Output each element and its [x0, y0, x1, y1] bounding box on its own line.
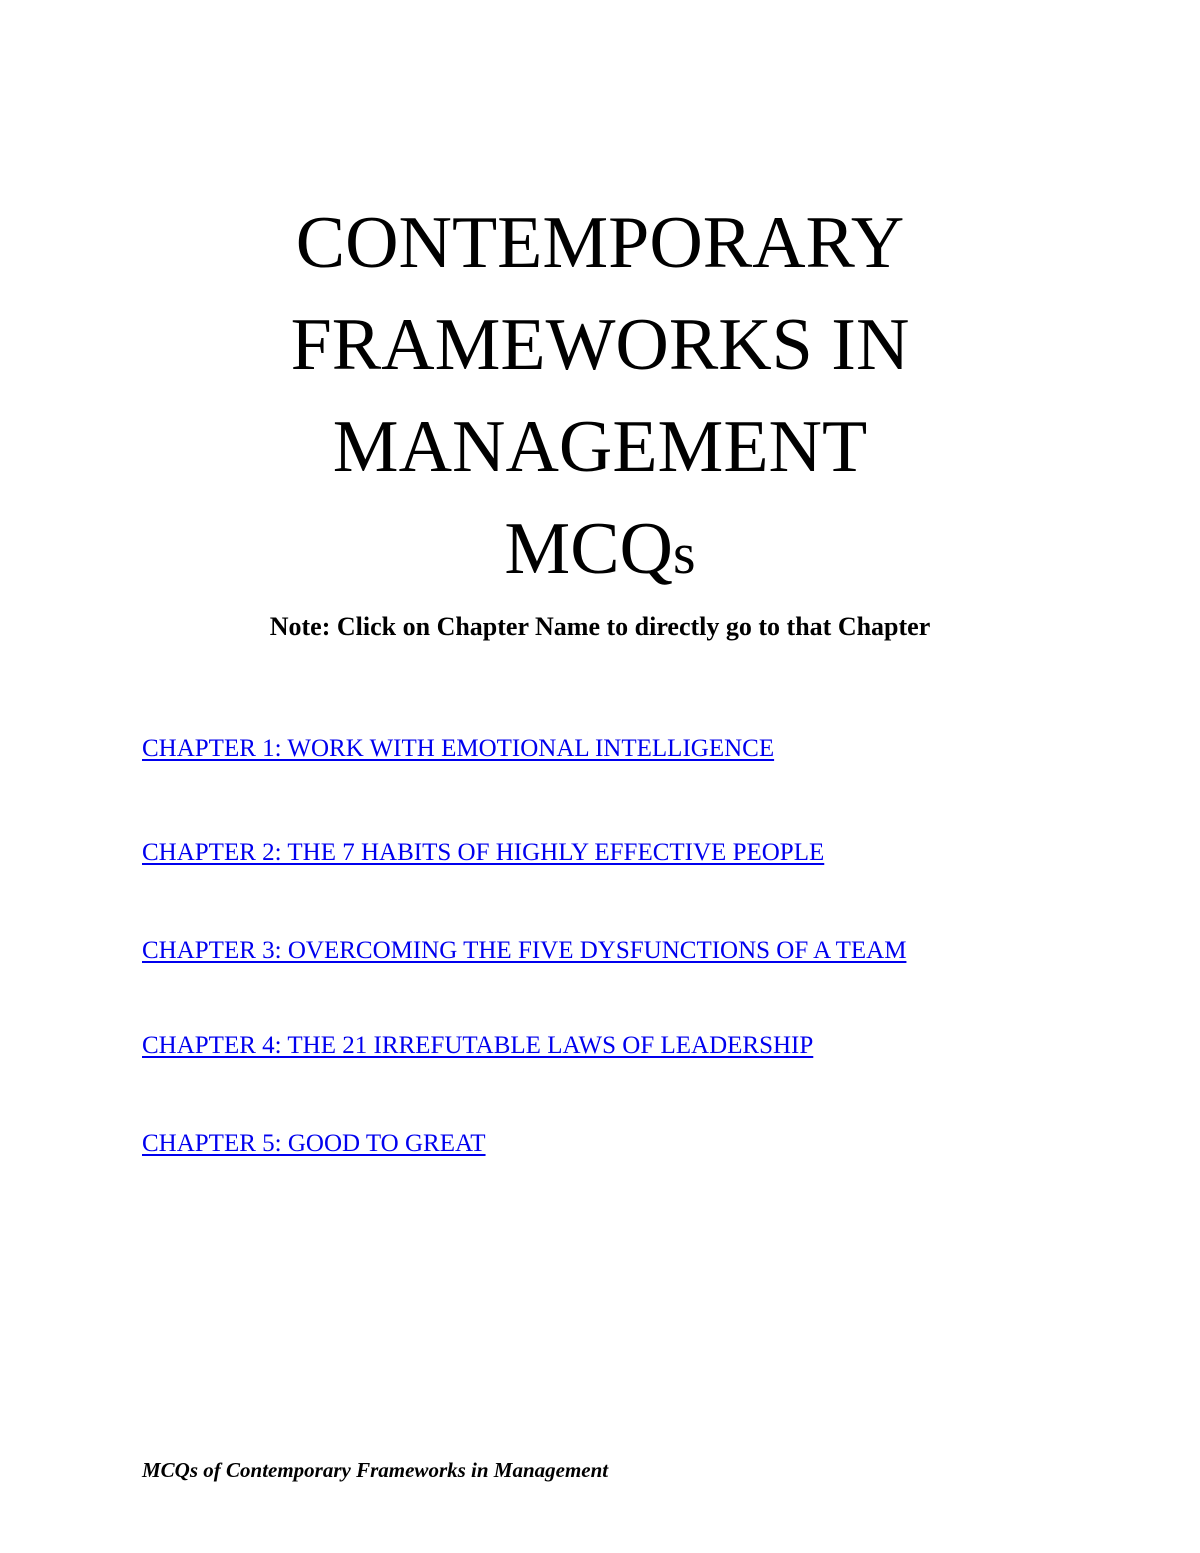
title-line-4	[0, 498, 1200, 600]
title-mcq-main: MCQ	[504, 508, 674, 590]
chapter-3-link[interactable]: CHAPTER 3: OVERCOMING THE FIVE DYSFUNCTIONS OF A TEAM	[142, 937, 907, 964]
title-line-1: CONTEMPORARY	[295, 202, 905, 284]
title-line-3: MANAGEMENT	[332, 406, 868, 488]
title-line-2: FRAMEWORKS IN	[290, 304, 910, 386]
chapter-2-link[interactable]: CHAPTER 2: THE 7 HABITS OF HIGHLY EFFECTIVE PEOPLE	[142, 839, 825, 866]
chapter-1-link[interactable]: CHAPTER 1: WORK WITH EMOTIONAL INTELLIGENCE	[142, 735, 775, 762]
title-mcq-suffix: s	[673, 521, 696, 586]
chapter-4-link[interactable]: CHAPTER 4: THE 21 IRREFUTABLE LAWS OF LEADERSHIP	[142, 1032, 814, 1059]
document-title	[0, 192, 1200, 600]
navigation-note: Note: Click on Chapter Name to directly go to that Chapter	[269, 612, 931, 641]
chapter-5-link[interactable]: CHAPTER 5: GOOD TO GREAT	[142, 1130, 486, 1157]
page-footer: MCQs of Contemporary Frameworks in Management	[142, 1458, 609, 1482]
